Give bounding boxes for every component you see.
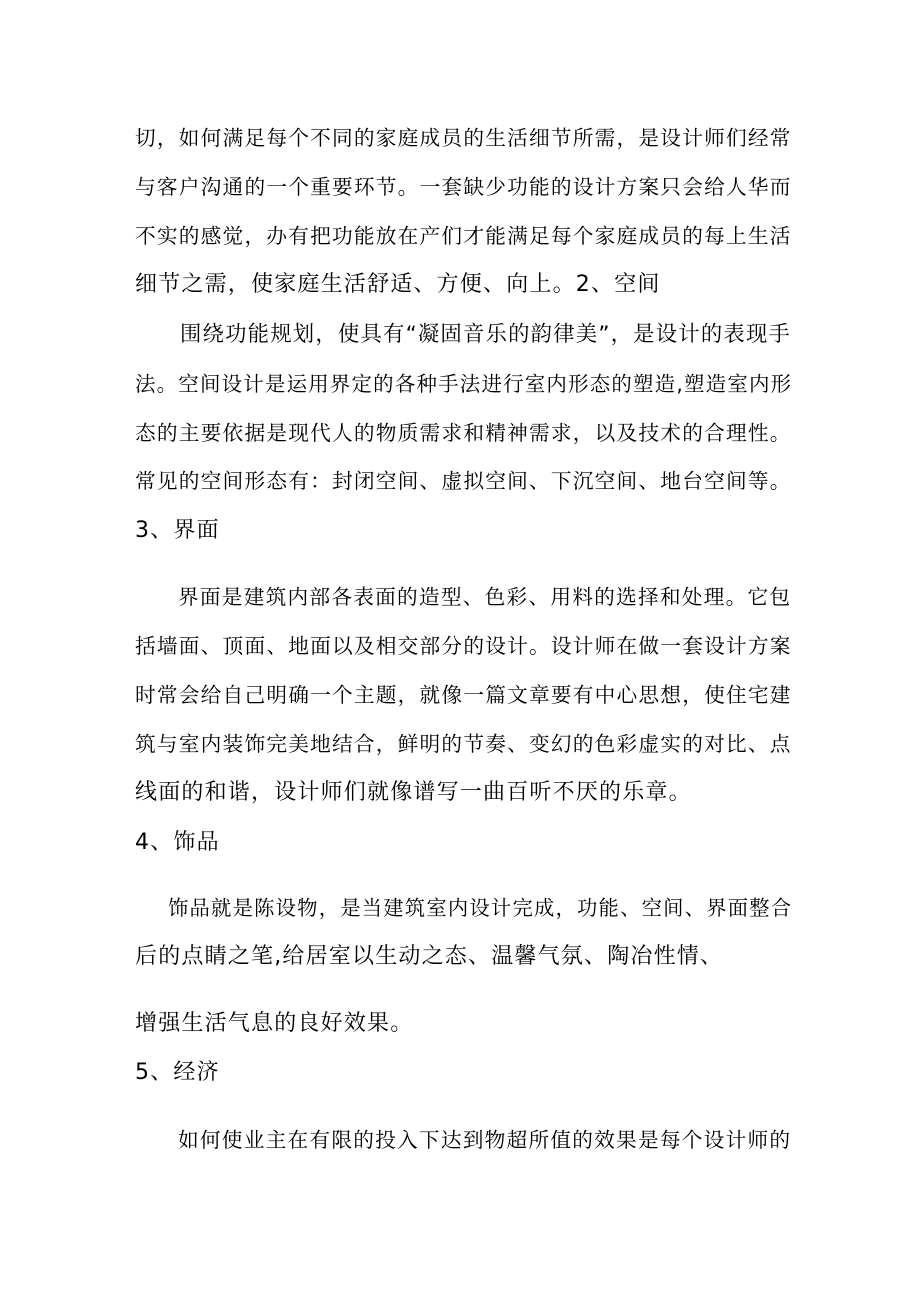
paragraph-line: 法。空间设计是运用界定的各种手法进行室内形态的塑造,塑造室内形 [135,372,793,396]
paragraph-line: 常见的空间形态有：封闭空间、虚拟空间、下沉空间、地台空间等。 [135,469,792,493]
paragraph-line: 括墙面、顶面、地面以及相交部分的设计。设计师在做一套设计方案 [135,634,792,658]
paragraph-line: 态的主要依据是现代人的物质需求和精神需求，以及技术的合理性。 [135,421,792,445]
paragraph-line: 如何使业主在有限的投入下达到物超所值的效果是每个设计师的 [178,1128,792,1152]
section-heading: 5、经济 [135,1060,220,1085]
paragraph-line: 围绕功能规划，使具有“凝固音乐的韵律美”，是设计的表现手 [180,322,792,347]
paragraph-line: 细节之需，使家庭生活舒适、方便、向上。2、空间 [135,272,661,297]
paragraph-line: 饰品就是陈设物，是当建筑室内设计完成，功能、空间、界面整合 [168,896,793,920]
paragraph-line: 后的点睛之笔,给居室以生动之态、温馨气氛、陶冶性情、 [135,944,724,969]
paragraph-line: 增强生活气息的良好效果。 [135,1011,414,1036]
paragraph-line: 时常会给自己明确一个主题，就像一篇文章要有中心思想，使住宅建 [135,683,792,707]
section-heading: 3、界面 [135,518,220,543]
paragraph-line: 界面是建筑内部各表面的造型、色彩、用料的选择和处理。它包 [178,585,792,609]
section-heading: 4、饰品 [135,830,220,855]
paragraph-line: 筑与室内装饰完美地结合，鲜明的节奏、变幻的色彩虚实的对比、点 [135,732,792,756]
paragraph-line: 线面的和谐，设计师们就像谱写一曲百听不厌的乐章。 [135,780,692,805]
paragraph-line: 不实的感觉，办有把功能放在产们才能满足每个家庭成员的每上生活 [135,224,792,248]
paragraph-line: 切，如何满足每个不同的家庭成员的生活细节所需，是设计师们经常 [135,126,792,150]
paragraph-line: 与客户沟通的一个重要环节。一套缺少功能的设计方案只会给人华而 [135,175,792,199]
